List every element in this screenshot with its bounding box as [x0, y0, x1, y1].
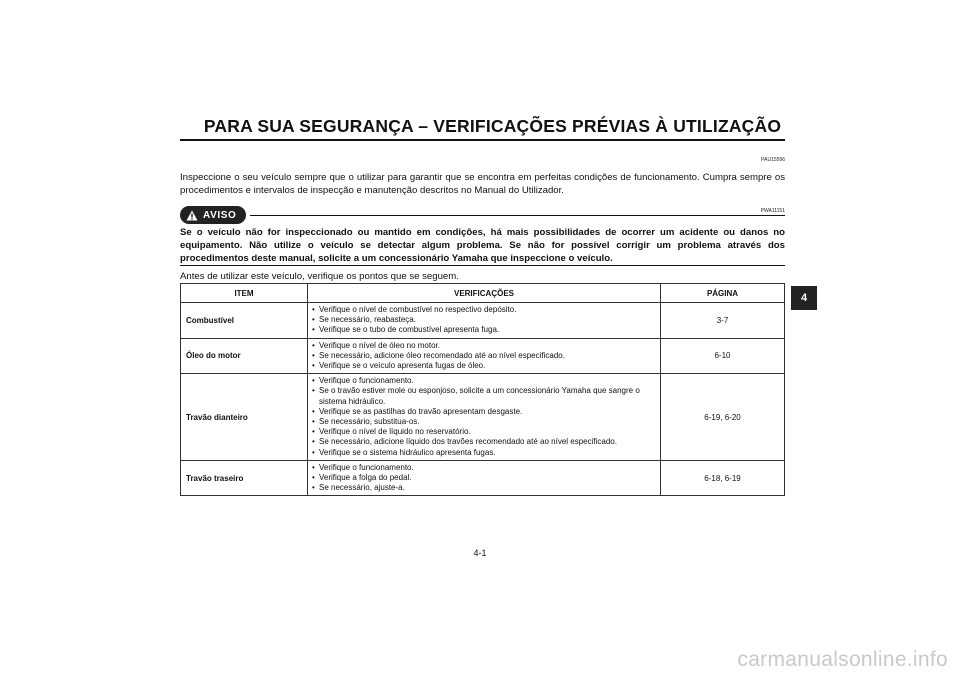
- warning-badge: [180, 206, 246, 224]
- table-row: [181, 303, 785, 339]
- warning-triangle-icon: [186, 210, 198, 221]
- check-item: • Verifique se o tubo de combustível apresenta fuga.: [312, 325, 656, 335]
- check-item: • Se necessário, adicione líquido dos travões recomendado até ao nível especificado.: [312, 437, 656, 447]
- check-item: • Verifique o nível de óleo no motor.: [312, 341, 656, 351]
- pre-operation-checks-table: [180, 283, 785, 496]
- check-item: • Se necessário, substitua-os.: [312, 417, 656, 427]
- checks-cell: [308, 374, 661, 461]
- check-item: • Verifique o funcionamento.: [312, 463, 656, 473]
- header-page: PÁGINA: [661, 284, 785, 303]
- warning-code: PWA11151: [760, 208, 785, 214]
- warning-badge-label: AVISO: [203, 209, 237, 221]
- chapter-tab: 4: [791, 286, 817, 310]
- page-number: 4-1: [473, 548, 487, 558]
- section-code: PAU15596: [761, 157, 785, 163]
- checks-cell: [308, 303, 661, 339]
- check-item: • Verifique se as pastilhas do travão apresentam desgaste.: [312, 407, 656, 417]
- warning-rule: [250, 215, 785, 216]
- check-item: • Verifique o nível de combustível no respectivo depósito.: [312, 305, 656, 315]
- page-reference: 3-7: [661, 303, 785, 339]
- intro-paragraph: Inspeccione o seu veículo sempre que o utilizar para garantir que se encontra em perfeitas condições de funcionamento. Cumpra sempre os procedimentos e intervalos de inspecção e manutenção descritos no Manual do Utilizador.: [180, 172, 785, 196]
- check-item: • Verifique se o veículo apresenta fugas de óleo.: [312, 361, 656, 371]
- page-reference: 6-19, 6-20: [661, 374, 785, 461]
- item-name: Óleo do motor: [181, 338, 308, 374]
- check-item: • Verifique a folga do pedal.: [312, 473, 656, 483]
- table-header-row: [181, 284, 785, 303]
- header-checks: VERIFICAÇÕES: [308, 284, 661, 303]
- watermark: carmanualsonline.info: [737, 648, 948, 671]
- header-item: ITEM: [181, 284, 308, 303]
- check-item: • Se o travão estiver mole ou esponjoso, solicite a um concessionário Yamaha que sangre o sistema hidráulico.: [312, 386, 656, 406]
- item-name: Travão dianteiro: [181, 374, 308, 461]
- table-intro: Antes de utilizar este veículo, verifique os pontos que se seguem.: [180, 271, 459, 282]
- warning-text: Se o veículo não for inspeccionado ou mantido em condições, há mais possibilidades de ocorrer um acidente ou danos no equipamento. Não utilize o veículo se detectar algum problema. Se não for possível corrigir um problema através dos procedimentos deste manual, solicite a um concessionário Yamaha que inspeccione o veículo.: [180, 227, 785, 264]
- check-item: • Verifique se o sistema hidráulico apresenta fugas.: [312, 448, 656, 458]
- check-item: • Se necessário, ajuste-a.: [312, 483, 656, 493]
- page-title: PARA SUA SEGURANÇA – VERIFICAÇÕES PRÉVIAS À UTILIZAÇÃO: [203, 116, 782, 136]
- table-row: [181, 374, 785, 461]
- page-reference: 6-18, 6-19: [661, 460, 785, 496]
- item-name: Combustível: [181, 303, 308, 339]
- checks-cell: [308, 460, 661, 496]
- table-row: [181, 338, 785, 374]
- table-row: [181, 460, 785, 496]
- check-item: • Se necessário, adicione óleo recomendado até ao nível especificado.: [312, 351, 656, 361]
- check-item: • Se necessário, reabasteça.: [312, 315, 656, 325]
- check-item: • Verifique o funcionamento.: [312, 376, 656, 386]
- item-name: Travão traseiro: [181, 460, 308, 496]
- page-reference: 6-10: [661, 338, 785, 374]
- title-rule: [180, 139, 785, 141]
- checks-cell: [308, 338, 661, 374]
- check-item: • Verifique o nível de líquido no reservatório.: [312, 427, 656, 437]
- warning-bottom-rule: [180, 265, 785, 266]
